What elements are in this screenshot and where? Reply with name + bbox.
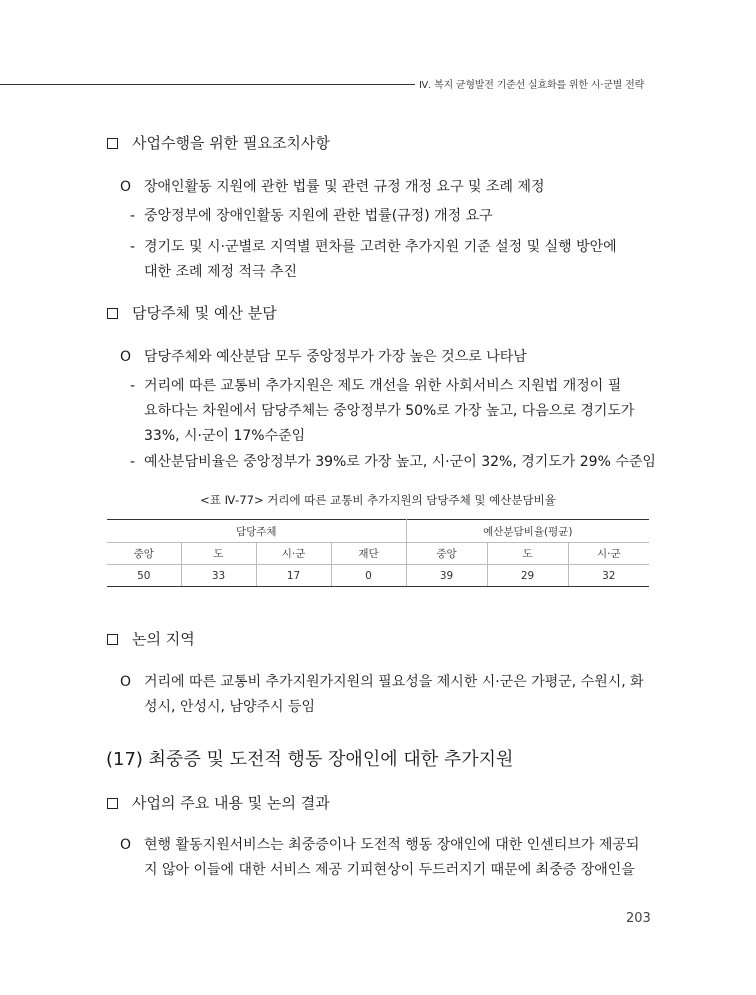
circle-bullet-icon: O [120,674,132,690]
square-bullet-icon [107,634,118,645]
running-header: Ⅳ. 복지 균형발전 기준선 실효화를 위한 시·군별 전략 [419,80,645,91]
bullet-regions: O 거리에 따른 교통비 추가지원가지원의 필요성을 제시한 시·군은 가평군, 수원시, 화 성시, 안성시, 남양주시 등임 [144,670,644,720]
bullet-current-service: O 현행 활동지원서비스는 최중증이나 도전적 행동 장애인에 대한 인센티브가 제공되 지 않아 이들에 대한 서비스 제공 기피현상이 두드러지기 때문에 최중증 장애인을 [144,833,639,883]
dash-icon: - [130,239,136,255]
table-column-header: 재단 [331,543,406,565]
table-column-header: 중앙 [406,543,487,565]
table-column-header: 도 [181,543,256,565]
table-column-header: 도 [487,543,568,565]
dash-item: - 중앙정부에 장애인활동 지원에 관한 법률(규정) 개정 요구 [144,204,493,229]
budget-share-table [107,519,649,587]
table-column-header: 시·군 [568,543,649,565]
table-cell: 39 [406,565,487,587]
table-column-header: 시·군 [256,543,331,565]
dash-item: - 거리에 따른 교통비 추가지원은 제도 개선을 위한 사회서비스 지원법 개정이 필 요하다는 차원에서 담당주체는 중앙정부가 50%로 가장 높고, 다음으로 경기도가 33%, 시·군이 17%수준임 [144,374,634,449]
table-column-header-row [107,543,649,565]
page-number: 203 [626,911,651,926]
square-bullet-icon [107,138,118,149]
bullet-law-amendment: O 장애인활동 지원에 관한 법률 및 관련 규정 개정 요구 및 조례 제정 [120,179,545,195]
table-cell: 0 [331,565,406,587]
table-group-header-row [107,520,649,543]
header-rule [0,84,415,85]
dash-icon: - [130,378,136,394]
dash-item: - 예산분담비율은 중앙정부가 39%로 가장 높고, 시·군이 32%, 경기도가 29% 수준임 [144,450,656,475]
circle-bullet-icon: O [120,349,132,365]
table-cell: 17 [256,565,331,587]
dash-item: - 경기도 및 시·군별로 지역별 편차를 고려한 추가지원 기준 설정 및 실행 방안에 대한 조례 제정 적극 추진 [144,235,617,285]
circle-bullet-icon: O [120,179,132,195]
section-title-measures: 사업수행을 위한 필요조치사항 [107,132,330,153]
section-title-main-content: 사업의 주요 내용 및 논의 결과 [107,792,330,813]
table-caption: <표 Ⅳ-77> 거리에 따른 교통비 추가지원의 담당주체 및 예산분담비율 [200,493,556,507]
table-column-header: 중앙 [107,543,181,565]
dash-icon: - [130,454,136,470]
table-group-header: 예산분담비율(평균) [406,520,649,543]
table-cell: 50 [107,565,181,587]
table-cell: 29 [487,565,568,587]
section-title-discussion-regions: 논의 지역 [107,628,195,649]
circle-bullet-icon: O [120,837,132,853]
table-row [107,565,649,587]
dash-icon: - [130,208,136,224]
subsection-heading: (17) 최중증 및 도전적 행동 장애인에 대한 추가지원 [106,749,514,770]
square-bullet-icon [107,308,118,319]
table-cell: 33 [181,565,256,587]
bullet-central-govt-highest: O 담당주체와 예산분담 모두 중앙정부가 가장 높은 것으로 나타남 [120,349,527,365]
section-title-responsibility: 담당주체 및 예산 분담 [107,302,277,323]
table-group-header: 담당주체 [107,520,406,543]
square-bullet-icon [107,798,118,809]
table-cell: 32 [568,565,649,587]
